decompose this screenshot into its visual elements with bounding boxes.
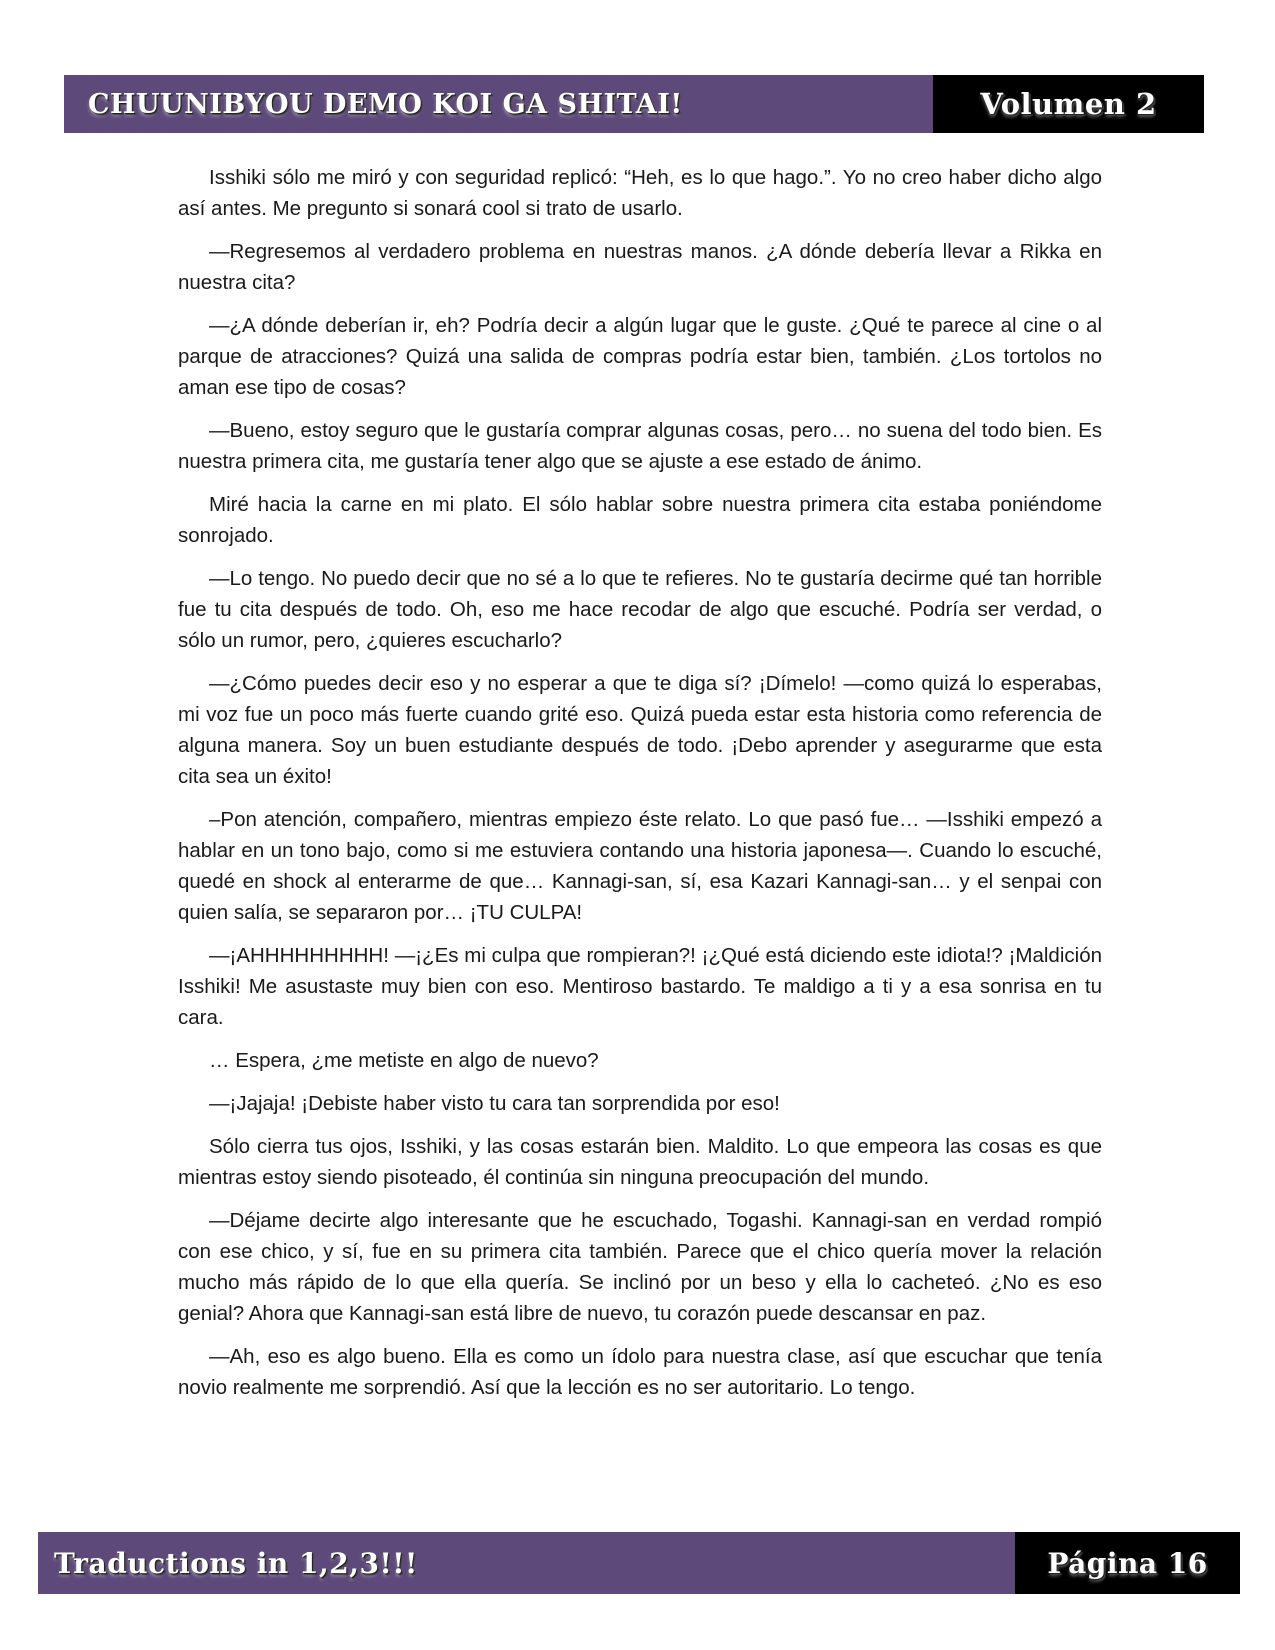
paragraph: —Déjame decirte algo interesante que he escuchado, Togashi. Kannagi-san en verdad rompió con ese chico, y sí, fue en su primera cita también. Parece que el chico quería mover la relación mucho más rápido de lo que ella quería. Se inclinó por un beso y ella lo cacheteó. ¿No es eso genial? Ahora que Kannagi-san está libre de nuevo, tu corazón puede descansar en paz.: [178, 1209, 1102, 1325]
footer-banner: [38, 1532, 1240, 1594]
volume-label: Volumen 2: [980, 87, 1157, 121]
page-number: Página 16: [1047, 1546, 1208, 1580]
paragraph: … Espera, ¿me metiste en algo de nuevo?: [209, 1049, 599, 1072]
page-body: [178, 162, 1102, 1415]
paragraph: —¿A dónde deberían ir, eh? Podría decir a algún lugar que le guste. ¿Qué te parece al cine o al parque de atracciones? Quizá una salida de compras podría estar bien, también. ¿Los tortolos no aman ese tipo de cosas?: [178, 314, 1102, 399]
paragraph: —¡Jajaja! ¡Debiste haber visto tu cara tan sorprendida por eso!: [209, 1092, 780, 1115]
book-title: CHUUNIBYOU DEMO KOI GA SHITAI!: [88, 88, 683, 120]
footer-page-panel: [1015, 1532, 1240, 1594]
paragraph: —Lo tengo. No puedo decir que no sé a lo que te refieres. No te gustaría decirme qué tan horrible fue tu cita después de todo. Oh, eso me hace recodar de algo que escuché. Podría ser verdad, o sólo un rumor, pero, ¿quieres escucharlo?: [178, 567, 1102, 652]
translation-group-label: Traductions in 1,2,3!!!: [54, 1546, 418, 1580]
paragraph: —¿Cómo puedes decir eso y no esperar a que te diga sí? ¡Dímelo! —como quizá lo esperabas, mi voz fue un poco más fuerte cuando grité eso. Quizá pueda estar esta historia como referencia de alguna manera. Soy un buen estudiante después de todo. ¡Debo aprender y asegurarme que esta cita sea un éxito!: [178, 672, 1102, 788]
paragraph: –Pon atención, compañero, mientras empiezo éste relato. Lo que pasó fue… —Isshiki empezó a hablar en un tono bajo, como si me estuviera contando una historia japonesa—. Cuando lo escuché, quedé en shock al enterarme de que… Kannagi-san, sí, esa Kazari Kannagi-san… y el senpai con quien salía, se separaron por… ¡TU CULPA!: [178, 808, 1102, 924]
paragraph: —Regresemos al verdadero problema en nuestras manos. ¿A dónde debería llevar a Rikka en nuestra cita?: [178, 240, 1102, 294]
paragraph: Miré hacia la carne en mi plato. El sólo hablar sobre nuestra primera cita estaba poniéndome sonrojado.: [178, 493, 1102, 547]
footer-group-panel: [38, 1532, 1015, 1594]
header-banner: [64, 75, 1204, 133]
paragraph: Sólo cierra tus ojos, Isshiki, y las cosas estarán bien. Maldito. Lo que empeora las cosas es que mientras estoy siendo pisoteado, él continúa sin ninguna preocupación del mundo.: [178, 1135, 1102, 1189]
header-title-panel: [64, 75, 933, 133]
paragraph: Isshiki sólo me miró y con seguridad replicó: “Heh, es lo que hago.”. Yo no creo haber dicho algo así antes. Me pregunto si sonará cool si trato de usarlo.: [178, 166, 1102, 220]
paragraph: —Bueno, estoy seguro que le gustaría comprar algunas cosas, pero… no suena del todo bien. Es nuestra primera cita, me gustaría tener algo que se ajuste a ese estado de ánimo.: [178, 419, 1102, 473]
paragraph: —¡AHHHHHHHHH! —¡¿Es mi culpa que rompieran?! ¡¿Qué está diciendo este idiota!? ¡Maldición Isshiki! Me asustaste muy bien con eso. Mentiroso bastardo. Te maldigo a ti y a esa sonrisa en tu cara.: [178, 944, 1102, 1029]
paragraph: —Ah, eso es algo bueno. Ella es como un ídolo para nuestra clase, así que escuchar que tenía novio realmente me sorprendió. Así que la lección es no ser autoritario. Lo tengo.: [178, 1345, 1102, 1399]
header-volume-panel: [933, 75, 1204, 133]
